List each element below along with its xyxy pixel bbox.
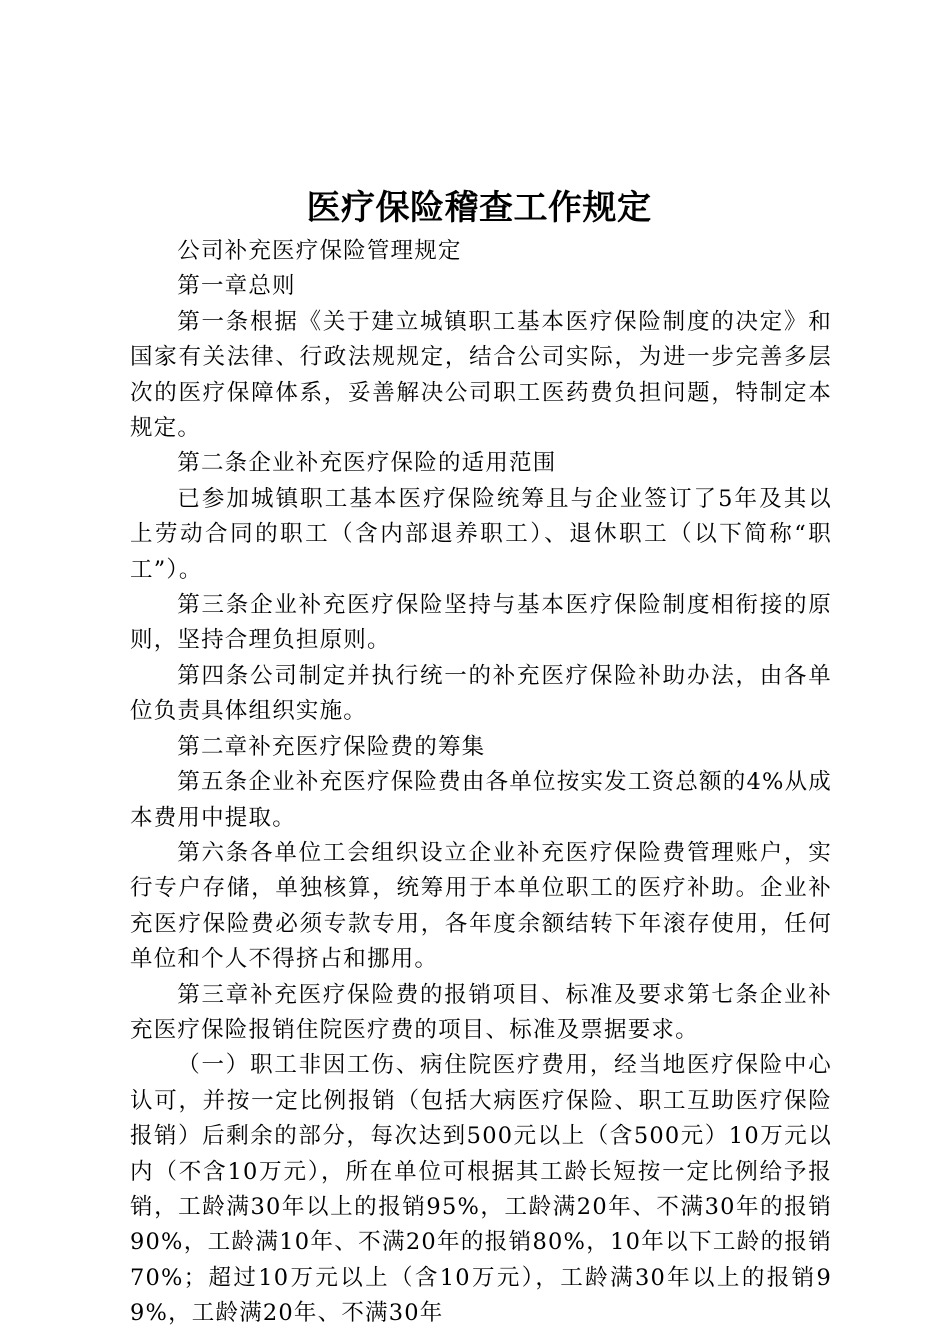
article-3: 第三条企业补充医疗保险坚持与基本医疗保险制度相衔接的原则，坚持合理负担原则。 (130, 592, 832, 654)
article-1: 第一条根据《关于建立城镇职工基本医疗保险制度的决定》和国家有关法律、行政法规规定，结合公司实际，为进一步完善多层次的医疗保障体系，妥善解决公司职工医药费负担问题，特制定本规定。 (130, 308, 832, 442)
article-2-body: 已参加城镇职工基本医疗保险统筹且与企业签订了5年及其以上劳动合同的职工（含内部退养职工）、退休职工（以下简称“职工”）。 (130, 485, 832, 583)
document-subtitle: 公司补充医疗保险管理规定 (177, 238, 462, 264)
chapter-heading-2: 第二章补充医疗保险费的筹集 (177, 733, 486, 760)
document-title: 医疗保险稽查工作规定 (306, 188, 652, 228)
chapter-heading-3-article-7: 第三章补充医疗保险费的报销项目、标准及要求第七条企业补充医疗保险报销住院医疗费的项目、标准及票据要求。 (130, 981, 832, 1043)
article-7-clause-1: （一）职工非因工伤、病住院医疗费用，经当地医疗保险中心认可，并按一定比例报销（包括大病医疗保险、职工互助医疗保险报销）后剩余的部分，每次达到500元以上（含500元）10万元以内（不含10万元），所在单位可根据其工龄长短按一定比例给予报销，工龄满30年以上的报销95%，工龄满20年、不满30年的报销90%，工龄满10年、不满20年的报销80%，10年以下工龄的报销70%；超过10万元以上（含10万元），工龄满30年以上的报销99%，工龄满20年、不满30年 (130, 1052, 832, 1327)
article-2-heading: 第二条企业补充医疗保险的适用范围 (177, 450, 557, 477)
article-6: 第六条各单位工会组织设立企业补充医疗保险费管理账户，实行专户存储，单独核算，统筹用于本单位职工的医疗补助。企业补充医疗保险费必须专款专用，各年度余额结转下年滚存使用，任何单位和个人不得挤占和挪用。 (130, 839, 832, 973)
article-5: 第五条企业补充医疗保险费由各单位按实发工资总额的4%从成本费用中提取。 (130, 769, 832, 831)
document-body (130, 234, 832, 1332)
article-4: 第四条公司制定并执行统一的补充医疗保险补助办法，由各单位负责具体组织实施。 (130, 662, 832, 725)
chapter-heading-1: 第一章总则 (177, 273, 296, 300)
